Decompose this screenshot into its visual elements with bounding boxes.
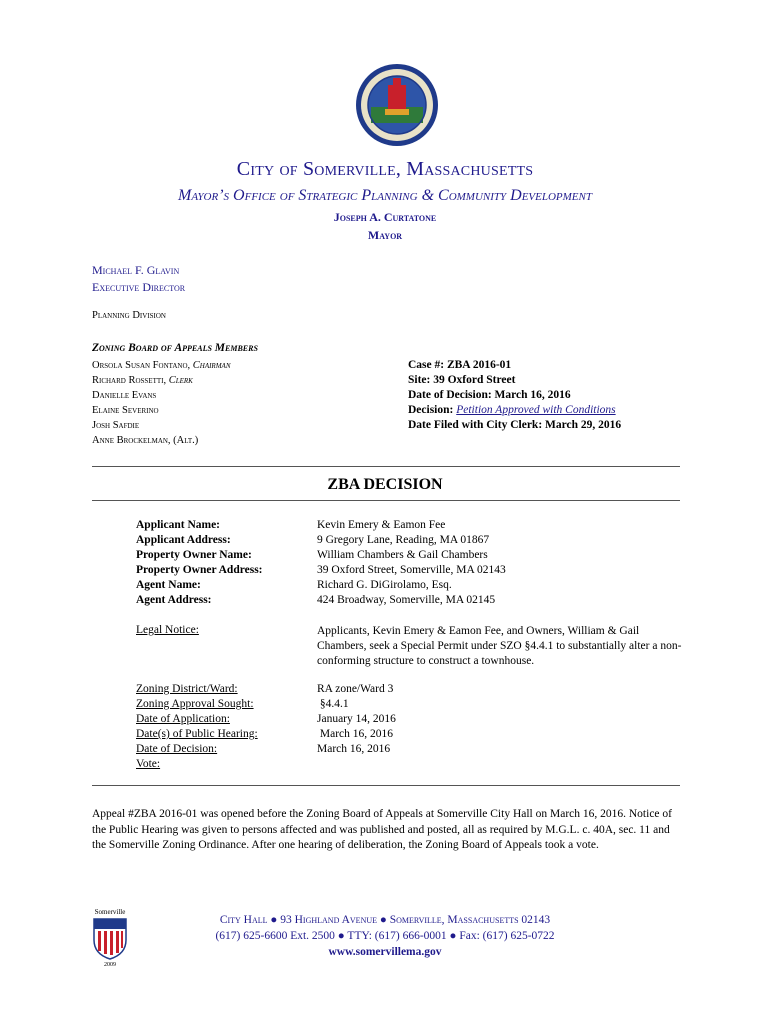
case-decision — [408, 403, 621, 418]
legal-notice-text: Applicants, Kevin Emery & Eamon Fee, and Owners, William & Gail Chambers, seek a Special Permit under SZO §4.4.1 to substantially alter a non-conforming structure to construct a townhouse. — [317, 625, 682, 667]
member-role: Chairman — [192, 360, 231, 371]
member-name: Anne Brockelman, (Alt.) — [92, 435, 199, 446]
office-title: Mayor’s Office of Strategic Planning & Community Development — [178, 187, 592, 204]
legal-notice-label: Legal Notice: — [136, 624, 199, 636]
divider — [92, 466, 680, 467]
decision-title: ZBA DECISION — [327, 476, 443, 493]
board-member — [92, 403, 230, 418]
divider — [92, 500, 680, 501]
mayor-title: Mayor — [367, 228, 403, 242]
board-member — [92, 388, 230, 403]
label: Zoning District/Ward: — [136, 683, 238, 695]
board-member — [92, 358, 230, 373]
label: Zoning Approval Sought: — [136, 698, 254, 710]
value: Kevin Emery & Eamon Fee — [317, 519, 446, 531]
case-decision-date: Date of Decision: March 16, 2016 — [408, 389, 571, 401]
zoning-labels — [136, 682, 258, 772]
member-name: Danielle Evans — [92, 390, 157, 401]
member-role: Clerk — [168, 375, 193, 386]
footer-website-link[interactable]: www.somervillema.gov — [328, 946, 442, 958]
zoning-values — [317, 682, 396, 757]
label: Applicant Address: — [136, 534, 231, 546]
member-name: Richard Rossetti, — [92, 375, 169, 386]
board-member — [92, 433, 230, 448]
case-info — [408, 358, 621, 433]
logo-text: Somerville — [94, 908, 126, 916]
value: 39 Oxford Street, Somerville, MA 02143 — [317, 564, 506, 576]
label: Date of Application: — [136, 713, 230, 725]
value: March 16, 2016 — [317, 743, 391, 755]
decision-value: Petition Approved with Conditions — [456, 404, 616, 416]
city-seal-logo — [355, 63, 439, 147]
board-member — [92, 373, 230, 388]
party-values — [317, 518, 506, 608]
label: Property Owner Address: — [136, 564, 263, 576]
board-heading: Zoning Board of Appeals Members — [92, 342, 258, 354]
label: Date of Decision: — [136, 743, 218, 755]
value: Richard G. DiGirolamo, Esq. — [317, 579, 452, 591]
value: §4.4.1 — [317, 698, 349, 710]
case-site: Site: 39 Oxford Street — [408, 374, 516, 386]
member-name: Elaine Severino — [92, 405, 159, 416]
appeal-paragraph: Appeal #ZBA 2016-01 was opened before the Zoning Board of Appeals at Somerville City Hall on March 16, 2016. Notice of the Public Hearing was given to persons affected and was published and posted, all as required by M.G.L. c. 40A, sec. 11 and the Somerville Zoning Ordinance. After one hearing of deliberation, the Zoning Board of Appeals took a vote. — [92, 808, 672, 851]
member-name: Orsola Susan Fontano, — [92, 360, 193, 371]
value: 9 Gregory Lane, Reading, MA 01867 — [317, 534, 490, 546]
case-filed-date: Date Filed with City Clerk: March 29, 2016 — [408, 419, 622, 431]
label: Applicant Name: — [136, 519, 221, 531]
value: RA zone/Ward 3 — [317, 683, 394, 695]
planning-division: Planning Division — [92, 310, 166, 321]
divider — [92, 785, 680, 786]
director-name: Michael F. Glavin — [92, 263, 180, 277]
footer-address: City Hall ● 93 Highland Avenue ● Somerville, Massachusetts 02143 — [219, 914, 551, 926]
director-title: Executive Director — [92, 280, 186, 294]
label: Date(s) of Public Hearing: — [136, 728, 258, 740]
label: Property Owner Name: — [136, 549, 252, 561]
value: January 14, 2016 — [317, 713, 396, 725]
label: Agent Name: — [136, 579, 201, 591]
case-number: Case #: ZBA 2016-01 — [408, 359, 512, 371]
value: March 16, 2016 — [317, 728, 394, 740]
mayor-name: Joseph A. Curtatone — [333, 210, 437, 224]
party-labels — [136, 518, 263, 608]
value: 424 Broadway, Somerville, MA 02145 — [317, 594, 496, 606]
value: William Chambers & Gail Chambers — [317, 549, 488, 561]
board-members-list — [92, 358, 230, 448]
label: Agent Address: — [136, 594, 212, 606]
decision-label: Decision: — [408, 404, 457, 416]
logo-year: 2009 — [104, 962, 116, 968]
footer-phone: (617) 625-6600 Ext. 2500 ● TTY: (617) 666-0001 ● Fax: (617) 625-0722 — [215, 930, 555, 942]
city-title: City of Somerville, Massachusetts — [236, 158, 534, 180]
board-member — [92, 418, 230, 433]
label: Vote: — [136, 758, 161, 770]
member-name: Josh Safdie — [92, 420, 140, 431]
